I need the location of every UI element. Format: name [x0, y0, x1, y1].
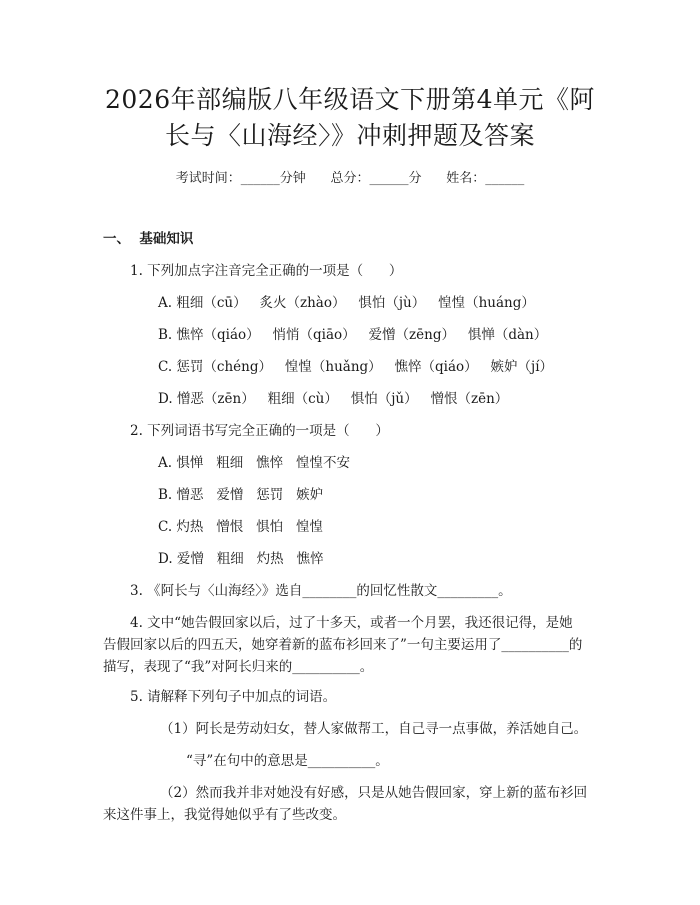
- question-5-stem: 5. 请解释下列句子中加点的词语。: [130, 689, 337, 705]
- question-5-sub-1: （1）阿长是劳动妇女，替人家做帮工，自己寻一点事做，养活她自己。: [160, 721, 588, 737]
- question-2-option-d: D. 爱憎 粗细 灼热 憔悴: [158, 551, 324, 567]
- title-line-1: 2026年部编版八年级语文下册第4单元《阿: [104, 85, 596, 114]
- question-1-stem: 1. 下列加点字注音完全正确的一项是（ ）: [130, 263, 403, 279]
- question-2-stem: 2. 下列词语书写完全正确的一项是（ ）: [130, 423, 389, 439]
- question-2-option-c: C. 灼热 憎恨 惧怕 惶惶: [158, 519, 324, 535]
- question-1-option-a: A. 粗细（cū） 炙火（zhào） 惧怕（jù） 惶惶（huáng）: [158, 295, 535, 311]
- question-2-option-a: A. 惧惮 粗细 憔悴 惶惶不安: [158, 455, 350, 471]
- question-4-line-2: 告假回家以后的四五天，她穿着新的蓝布衫回来了”一句主要运用了__________的: [103, 637, 583, 653]
- exam-info-line: 考试时间：______分钟 总分：______分 姓名：______: [175, 171, 525, 186]
- question-1-option-b: B. 憔悴（qiáo） 悄悄（qiāo） 爱憎（zēng） 惧惮（dàn）: [158, 327, 548, 343]
- question-2-option-b: B. 憎恶 爱憎 惩罚 嫉妒: [158, 487, 324, 503]
- question-5-sub-1-answer: “寻”在句中的意思是__________。: [186, 753, 389, 769]
- question-4-line-3: 描写，表现了“我”对阿长归来的__________。: [103, 659, 374, 675]
- section-heading: 一、 基础知识: [103, 231, 194, 247]
- question-4-line-1: 4. 文中“她告假回家以后，过了十多天，或者一个月罢，我还很记得，是她: [130, 615, 573, 631]
- question-5-sub-2-line-2: 来这件事上，我觉得她似乎有了些改变。: [103, 807, 346, 823]
- question-1-option-c: C. 惩罚（chéng） 惶惶（huǎng） 憔悴（qiáo） 嫉妒（jí）: [158, 359, 554, 375]
- title-line-2: 长与〈山海经〉》冲刺押题及答案: [164, 121, 535, 150]
- question-5-sub-2-line-1: （2）然而我并非对她没有好感，只是从她告假回家，穿上新的蓝布衫回: [160, 785, 588, 801]
- question-1-option-d: D. 憎恶（zēn） 粗细（cù） 惧怕（jǔ） 憎恨（zēn）: [158, 391, 509, 407]
- question-3: 3. 《阿长与〈山海经〉》选自________的回忆性散文_________。: [130, 583, 512, 599]
